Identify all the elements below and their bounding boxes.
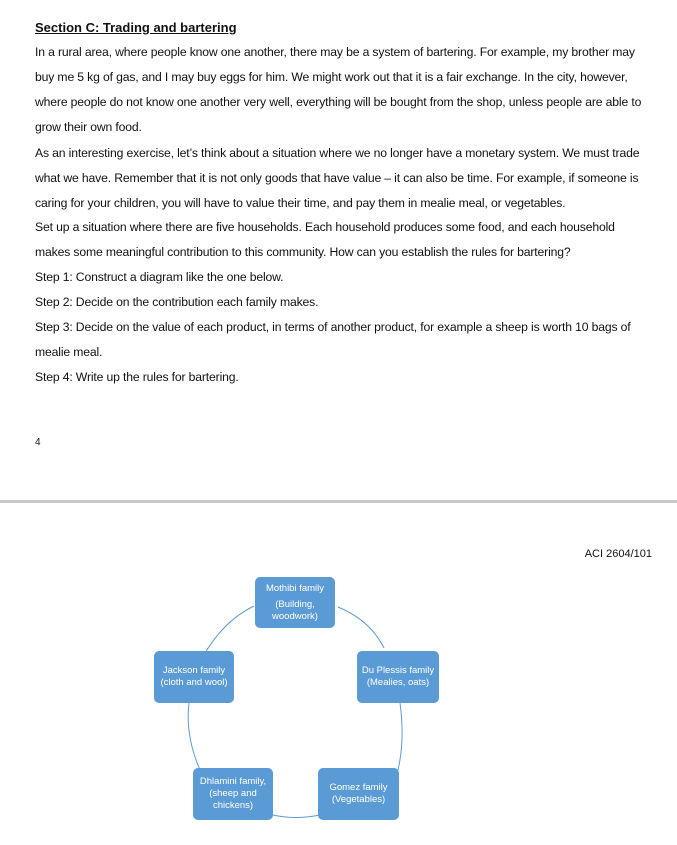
connector-dhlamini-jackson [188, 703, 200, 770]
node-mothibi-detail: (Building, woodwork) [272, 598, 318, 622]
node-gomez-family [318, 768, 399, 820]
connector-duplessis-gomez [398, 703, 402, 770]
node-jackson-name: Jackson family (cloth and wool) [160, 665, 228, 688]
paragraph-rural-bartering: In a rural area, where people know one another, there may be a system of bartering. For example, my brother may buy me 5 kg of gas, and I may buy eggs for him. We might work out that it is a fair exchange. In the city, however, where people do not know one another very well, everything will be bought from the shop, unless people are able to grow their own food. [35, 45, 642, 134]
step-4: Step 4: Write up the rules for bartering. [35, 370, 239, 384]
paragraph-five-households: Set up a situation where there are five households. Each household produces some food, and each household makes some meaningful contribution to this community. How can you establish the rules for bartering? [35, 220, 615, 259]
step-3: Step 3: Decide on the value of each product, in terms of another product, for example a sheep is worth 10 bags of mealie meal. [35, 320, 631, 359]
connector-mothibi-duplessis [338, 607, 384, 648]
node-duplessis-family [357, 651, 439, 703]
node-mothibi-family [255, 577, 335, 628]
node-mothibi-name: Mothibi family [265, 582, 325, 594]
connector-jackson-mothibi [205, 606, 254, 653]
node-gomez-name: Gomez family (Vegetables) [329, 782, 388, 805]
page-number: 4 [35, 437, 41, 448]
node-jackson-family [154, 651, 234, 703]
step-2: Step 2: Decide on the contribution each family makes. [35, 295, 319, 309]
paragraph-monetary-system: As an interesting exercise, let’s think about a situation where we no longer have a monetary system. We must trade what we have. Remember that it is not only goods that have value – it can also be time. For example, if someone is caring for your children, you will have to value their time, and pay them in mealie meal, or vegetables. [35, 146, 640, 210]
node-dhlamini-family [193, 768, 273, 820]
course-reference: ACI 2604/101 [584, 548, 652, 560]
section-heading: Section C: Trading and bartering [35, 20, 237, 35]
connector-gomez-dhlamini [273, 815, 320, 818]
node-dhlamini-name: Dhlamini family, (sheep and chickens) [199, 776, 267, 811]
node-duplessis-name: Du Plessis family (Mealies, oats) [361, 665, 435, 688]
step-1: Step 1: Construct a diagram like the one below. [35, 270, 284, 284]
